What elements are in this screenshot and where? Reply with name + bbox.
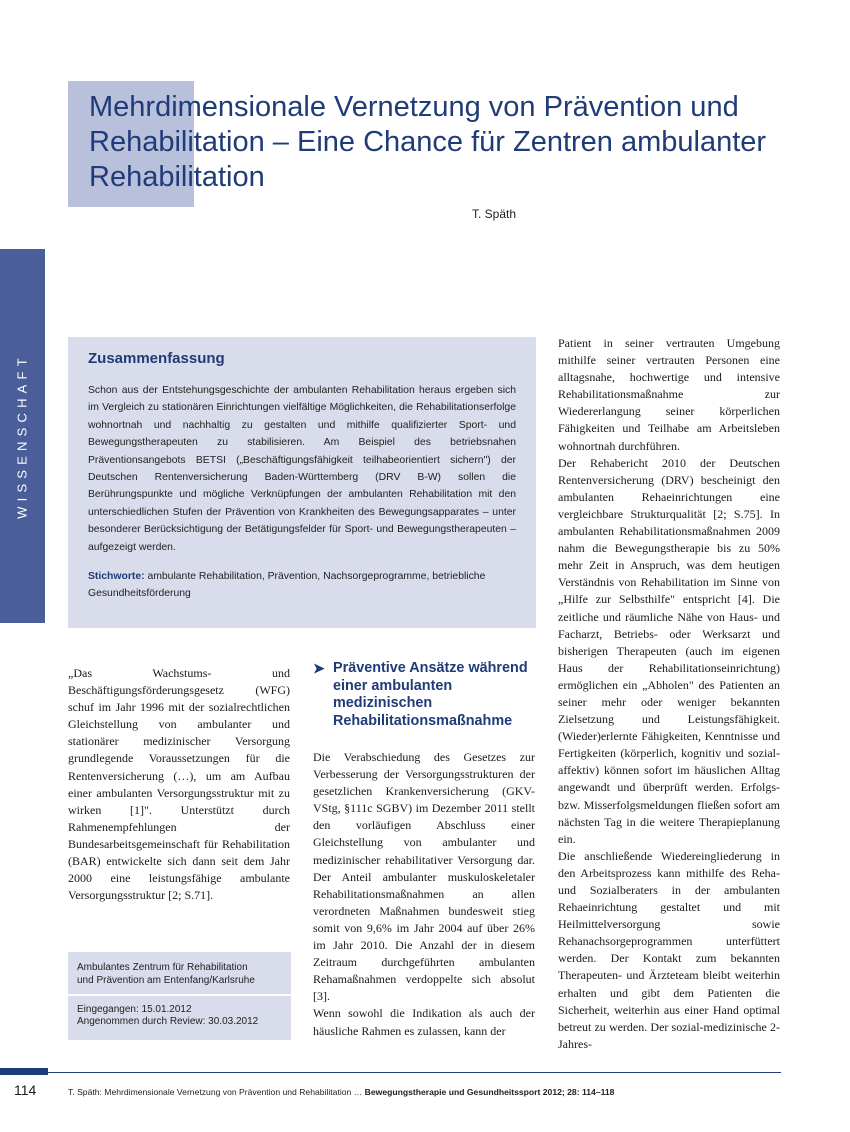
institution-line: und Prävention am Entenfang/Karlsruhe — [77, 974, 255, 986]
article-author: T. Späth — [472, 207, 517, 221]
institution — [68, 952, 291, 996]
paragraph: Patient in seiner vertrauten Umgebung mithilfe seiner vertrauten Personen eine alltagsnahe, hochwertige und intensive Rehabilitationsmaßnahme zur Wiedererlangung seiner körperlichen Fähigkeiten und Teilhabe am Arbeitsleben wohnortnah durchführen. — [558, 336, 780, 453]
keywords-text: ambulante Rehabilitation, Prävention, Nachsorgeprogramme, betriebliche Gesundheitsförderung — [88, 571, 486, 600]
dates — [68, 996, 291, 1030]
body-column-1 — [68, 665, 290, 904]
footer-citation-text: T. Späth: Mehrdimensionale Vernetzung von Prävention und Rehabilitation … — [68, 1087, 365, 1097]
footer-accent-bar — [0, 1068, 48, 1075]
abstract-heading: Zusammenfassung — [88, 350, 225, 367]
paragraph: Die anschließende Wiedereingliederung in den Arbeitsprozess kann mithilfe des Reha- und Sozialberaters in der ambulanten Rehaeinrichtung gestaltet und mit Heilmittelversorgung sowie Rehanachsorgeprogrammen unterfüttert werden. Der Kontakt zum bekannten Therapeuten- und Ärzteteam bleibt weiterhin erhalten und gibt dem Patienten die Sicherheit, weiterhin aus einer Hand optimal betreut zu werden. Der sozial-medizinische 2-Jahres- — [558, 848, 780, 1051]
footer-divider — [48, 1072, 781, 1073]
section-heading-text: Präventive Ansätze während einer ambulanten medizinischen Rehabilitationsmaßnahme — [333, 660, 528, 729]
footer-journal: Bewegungstherapie und Gesundheitssport 2012; 28: 114–118 — [364, 1087, 615, 1097]
accepted-date: Angenommen durch Review: 30.03.2012 — [77, 1016, 259, 1028]
page-number: 114 — [14, 1082, 37, 1098]
paragraph: „Das Wachstums- und Beschäftigungsförderungsgesetz (WFG) schuf im Jahr 1996 mit der sozialrechtlichen Gleichstellung von ambulanter und stationärer medizinischer Versorgung grundlegende Voraussetzungen für die Rentenversicherung (…), um am Aufbau einer ambulanten Versorgungsstruktur mit zu wirken [1]". Unterstützt durch Rahmenempfehlungen der Bundesarbeitsgemeinschaft für Rehabilitation (BAR) entwickelte sich dann seit dem Jahr 2000 eine leistungsfähige ambulante Versorgungsstruktur [2; S.71]. — [68, 666, 290, 903]
institution-line: Ambulantes Zentrum für Rehabilitation — [77, 962, 248, 973]
section-label: WISSENSCHAFT — [14, 353, 30, 519]
paragraph: Die Verabschiedung des Gesetzes zur Verbesserung der Versorgungsstrukturen der gesetzlichen Krankenversicherung (GKV-VStg, §111c SGBV) im Dezember 2011 stellt den vorläufigen Abschluss einer Gleichstellung von ambulanter und medizinischer rehabilitativer Versorgung dar. Der Anteil ambulanter muskuloskeletaler Rehabilitationsmaßnahmen an allen verordneten Maßnahmen bundesweit stieg somit von 9,6% im Jahr 2004 auf über 26% im Jahr 2010. Die Anzahl der in diesem Zeitraum durchgeführten ambulanten Rehamaßnahmen verdoppelte sich absolut [3]. — [313, 750, 535, 1004]
info-box — [68, 952, 291, 1040]
paragraph: Wenn sowohl die Indikation als auch der häusliche Rahmen es zulassen, kann der — [313, 1006, 535, 1038]
section-heading — [313, 660, 538, 730]
abstract-box — [68, 337, 536, 628]
article-title: Mehrdimensionale Vernetzung von Prävention und Rehabilitation – Eine Chance für Zentren ambulanter Rehabilitation — [89, 91, 767, 193]
arrow-right-icon: ➤ — [313, 660, 325, 676]
paragraph: Der Rehabericht 2010 der Deutschen Rentenversicherung (DRV) bescheinigt den ambulanten Rehaeinrichtungen eine vergleichbare Strukturqualität [2; S.75]. In ambulanten Rehabilitationsmaßnahmen 2009 nahm die Bewegungstherapie bis zu 50% mehr Zeit in Anspruch, was dem heutigen Verständnis von Rehabilitation im Sinne von „Hilfe zur Selbsthilfe" entspricht [4]. Die zeitliche und räumliche Nähe von Haus- und Facharzt, Betriebs- oder Werksarzt und bisherigen Therapeuten (auch im eigenen Haus der Rehabilitationseinrichtung) ermöglichen ein „Abholen" des Patienten an seiner mehr oder weniger bekannten Zielsetzung und Leistungsfähigkeit. (Wieder)erlernte Fähigkeiten, Kenntnisse und Fertigkeiten (körperlich, kognitiv und sozial-affektiv) können sofort im häuslichen Alltag angewandt und überprüft werden. Erfolgs- bzw. Misserfolgsmeldungen fließen sofort am nächsten Tag in die weitere Therapieplanung ein. — [558, 455, 780, 846]
footer-citation — [68, 1087, 614, 1097]
keywords-label: Stichworte: — [88, 571, 145, 583]
keywords — [88, 568, 516, 603]
abstract-body: Schon aus der Entstehungsgeschichte der ambulanten Rehabilitation heraus ergeben sich im Vergleich zu stationären Einrichtungen vielfältige Möglichkeiten, die Rehabilitationserfolge wohnortnah und nachhaltig zu gestalten und mithilfe qualifizierter Sport- und Bewegungstherapeuten zu stabilisieren. Am Beispiel des betriebsnahen Präventionsangebots BETSI („Beschäftigungsfähigkeit teilhabeorientiert sichern") der Deutschen Rentenversicherung Baden-Württemberg (DRV B-W) sollen die Berührungspunkte und mögliche Verknüpfungen der ambulanten Rehabilitation mit den unterschiedlichen Stufen der Prävention von Krankheiten des Bewegungsapparates – unter besonderer Berücksichtigung der Betätigungsfelder für Sport- und Bewegungstherapeuten – aufgezeigt werden. — [88, 385, 516, 553]
received-date: Eingegangen: 15.01.2012 — [77, 1003, 192, 1015]
body-column-3 — [558, 335, 780, 1053]
body-column-2 — [313, 749, 535, 1040]
